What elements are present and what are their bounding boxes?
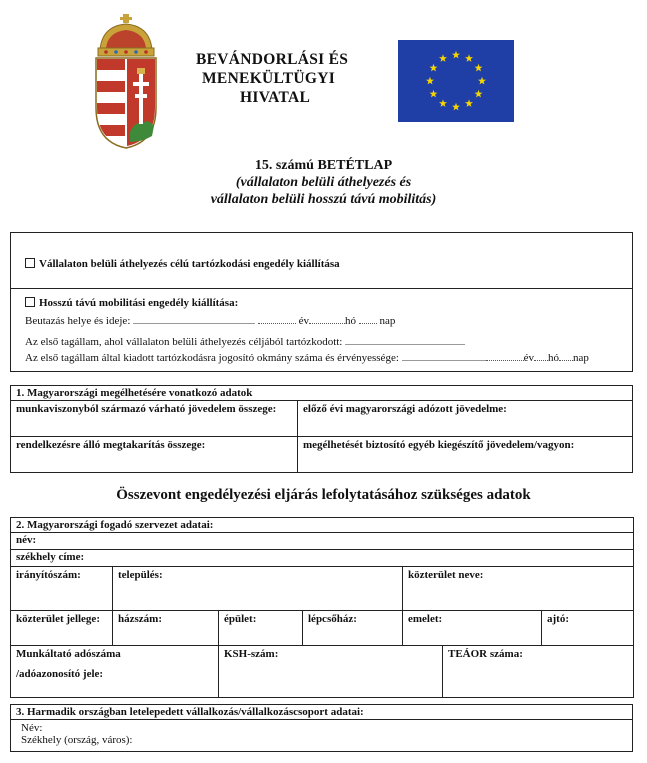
entry-day-field[interactable] (359, 313, 377, 324)
agency-name (196, 50, 348, 107)
entry-label: Beutazás helye és ideje: (25, 315, 131, 327)
staircase-cell[interactable]: lépcsőház: (303, 611, 403, 646)
savings-cell[interactable]: rendelkezésre álló megtakarítás összege: (11, 437, 298, 473)
host-organisation-table (10, 517, 634, 698)
floor-cell[interactable]: emelet: (403, 611, 542, 646)
section-3-heading: 3. Harmadik országban letelepedett vállalkozás/vállalkozáscsoport adatai: (11, 705, 633, 720)
entry-year-unit: év (298, 315, 310, 327)
doc-month-field[interactable] (534, 350, 548, 361)
option-intra-corporate-transfer[interactable] (25, 258, 340, 270)
permit-type-box (10, 232, 633, 372)
house-number-cell[interactable]: házszám: (113, 611, 219, 646)
city-cell[interactable]: település: (113, 567, 403, 611)
first-state-row (25, 334, 465, 348)
divider (11, 288, 632, 289)
subsistence-table (10, 385, 633, 473)
title-line-2: (vállalaton belüli áthelyezés és (235, 175, 412, 190)
section-2-heading: 2. Magyarországi fogadó szervezet adatai: (11, 518, 634, 533)
doc-day-unit: nap (573, 352, 589, 364)
hungarian-coat-of-arms-icon (92, 12, 160, 150)
checkbox-icon[interactable] (25, 297, 35, 307)
eu-flag-icon (398, 40, 514, 122)
tax-number-label-2: /adóazonosító jele: (16, 668, 104, 680)
third-country-company-table (10, 704, 633, 752)
document-number-field[interactable] (402, 350, 486, 361)
entry-date-dots[interactable] (258, 313, 296, 324)
option-2-label: Hosszú távú mobilitási engedély kiállítása: (39, 297, 239, 309)
employer-tax-number-cell[interactable] (11, 646, 219, 698)
section-1-heading: 1. Magyarországi megélhetésére vonatkozó adatok (11, 386, 633, 401)
seat-address-cell[interactable]: székhely címe: (11, 550, 634, 567)
title-line-3: vállalaton belüli hosszú távú mobilitás) (210, 192, 437, 207)
form-title (0, 157, 647, 208)
other-income-cell[interactable]: megélhetését biztosító egyéb kiegészítő jövedelem/vagyon: (298, 437, 633, 473)
door-cell[interactable]: ajtó: (542, 611, 634, 646)
tax-number-label-1: Munkáltató adószáma (16, 648, 121, 660)
title-line-1: 15. számú BETÉTLAP (254, 158, 393, 173)
entry-month-field[interactable] (309, 313, 345, 324)
agency-line-1: BEVÁNDORLÁSI ÉS (196, 51, 349, 68)
entry-place-date-row (25, 313, 395, 327)
agency-line-2: MENEKÜLTÜGYI (202, 70, 336, 87)
combined-procedure-heading: Összevont engedélyezési eljárás lefolytatásához szükséges adatok (116, 487, 531, 503)
first-state-field[interactable] (345, 334, 465, 345)
income-prev-year-cell[interactable]: előző évi magyarországi adózott jövedelme: (298, 401, 633, 437)
ksh-number-cell[interactable]: KSH-szám: (219, 646, 443, 698)
doc-month-unit: hó (548, 352, 560, 364)
entry-day-unit: nap (379, 315, 396, 327)
checkbox-icon[interactable] (25, 258, 35, 268)
document-row (25, 350, 589, 364)
street-name-cell[interactable]: közterület neve: (403, 567, 634, 611)
first-state-label: Az első tagállam, ahol vállalaton belüli áthelyezés céljából tartózkodott: (25, 336, 343, 348)
document-validity-field[interactable] (486, 350, 524, 361)
third-country-company-fields[interactable] (11, 720, 633, 752)
option-long-term-mobility[interactable] (25, 297, 238, 309)
zip-cell[interactable]: irányítószám: (11, 567, 113, 611)
teaor-number-cell[interactable]: TEÁOR száma: (443, 646, 634, 698)
street-type-cell[interactable]: közterület jellege: (11, 611, 113, 646)
company-seat-label: Székhely (ország, város): (21, 734, 133, 746)
entry-month-unit: hó (345, 315, 357, 327)
doc-year-unit: év (523, 352, 535, 364)
company-name-label: Név: (21, 722, 43, 734)
doc-day-field[interactable] (559, 350, 573, 361)
entry-place-field[interactable] (133, 313, 255, 324)
document-label: Az első tagállam által kiadott tartózkodásra jogosító okmány száma és érvényessége: (25, 352, 399, 364)
income-expected-cell[interactable]: munkaviszonyból származó várható jövedelem összege: (11, 401, 298, 437)
name-cell[interactable]: név: (11, 533, 634, 550)
agency-line-3: HIVATAL (240, 89, 311, 106)
option-1-label: Vállalaton belüli áthelyezés célú tartózkodási engedély kiállítása (39, 258, 340, 270)
building-cell[interactable]: épület: (219, 611, 303, 646)
